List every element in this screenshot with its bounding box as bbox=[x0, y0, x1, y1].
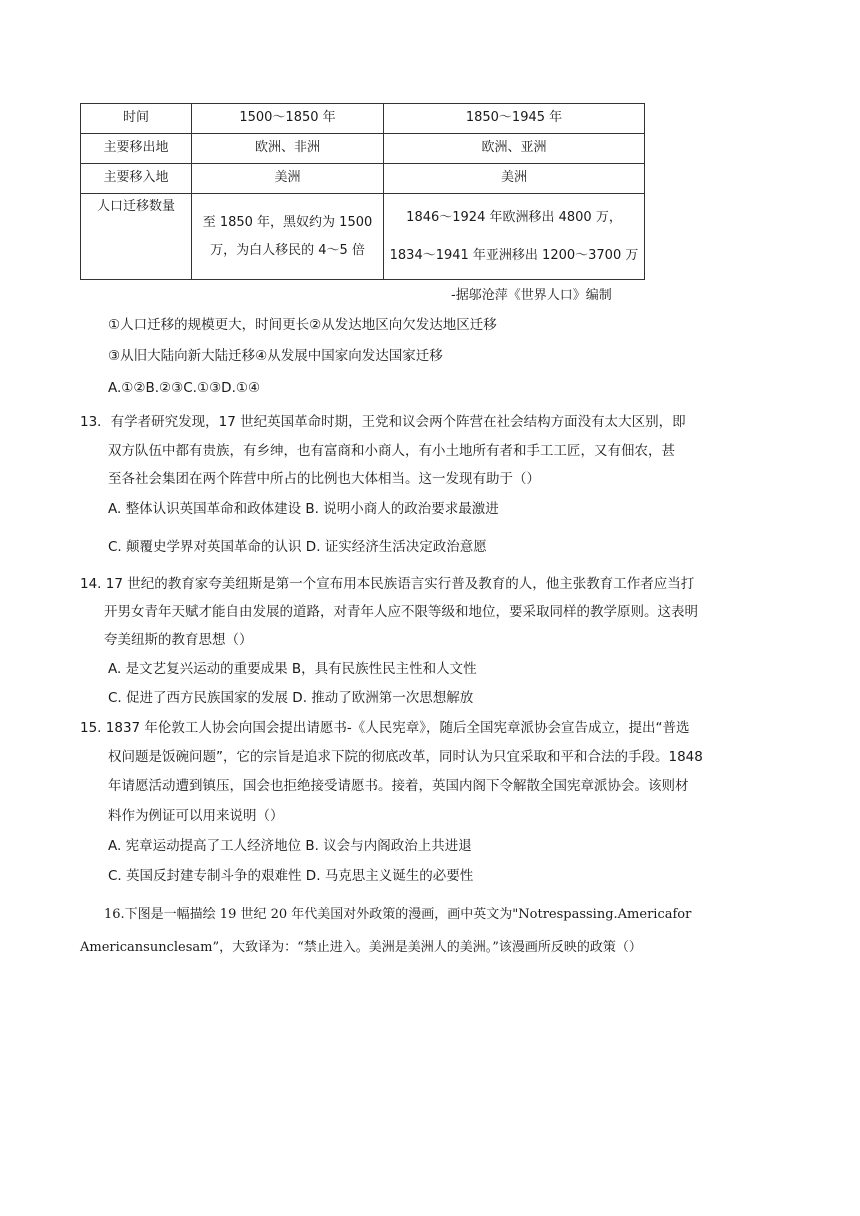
cell-line: 至 1850 年，黑奴约为 1500 bbox=[202, 215, 373, 231]
q12-choices: A.①②B.②③C.①③D.①④ bbox=[108, 380, 261, 396]
table-row bbox=[81, 194, 645, 280]
q16-stem-line: 16.下图是一幅描绘 19 世纪 20 年代美国对外政策的漫画，画中英文为"Notrespassing.Americafor bbox=[104, 907, 692, 922]
table-cell: 美洲 bbox=[384, 164, 645, 194]
table-cell: 主要移出地 bbox=[81, 134, 192, 164]
table-source: -据邬沧萍《世界人口》编制 bbox=[451, 288, 612, 303]
q13-stem-line: 双方队伍中都有贵族，有乡绅，也有富商和小商人，有小土地所有者和手工工匠，又有佃农，甚 bbox=[108, 443, 675, 459]
q15-choices: C. 英国反封建专制斗争的艰难性 D. 马克思主义诞生的必要性 bbox=[108, 868, 474, 884]
q13-choices: C. 颠覆史学界对英国革命的认识 D. 证实经济生活决定政治意愿 bbox=[108, 539, 487, 555]
q14-choices: C. 促进了西方民族国家的发展 D. 推动了欧洲第一次思想解放 bbox=[108, 690, 474, 706]
table-cell: 美洲 bbox=[192, 164, 384, 194]
table-cell bbox=[384, 194, 645, 280]
table-cell: 人口迁移数量 bbox=[81, 194, 192, 280]
cell-line: 1834～1941 年亚洲移出 1200～3700 万 bbox=[389, 247, 639, 263]
q13-stem-line: 至各社会集团在两个阵营中所占的比例也大体相当。这一发现有助于（） bbox=[108, 471, 540, 487]
q15-stem-line: 权问题是饭碗问题”，它的宗旨是追求下院的彻底改革，同时认为只宜采取和平和合法的手段。1848 bbox=[108, 749, 703, 765]
cell-line: 万，为白人移民的 4～5 倍 bbox=[210, 242, 365, 258]
q14-stem-line: 14. 17 世纪的教育家夸美纽斯是第一个宣布用本民族语言实行普及教育的人，他主张教育工作者应当打 bbox=[80, 576, 695, 592]
table-header-cell: 1500～1850 年 bbox=[192, 104, 384, 134]
q15-choices: A. 宪章运动提高了工人经济地位 B. 议会与内阁政治上共进退 bbox=[108, 838, 472, 854]
migration-table bbox=[80, 103, 645, 280]
table-cell: 欧洲、非洲 bbox=[192, 134, 384, 164]
table-row bbox=[81, 134, 645, 164]
q15-stem-line: 年请愿活动遭到镇压，国会也拒绝接受请愿书。接着，英国内阁下令解散全国宪章派协会。该则材 bbox=[108, 778, 689, 794]
q14-choices: A. 是文艺复兴运动的重要成果 B，具有民族性民主性和人文性 bbox=[108, 661, 477, 677]
table-header-cell: 1850～1945 年 bbox=[384, 104, 645, 134]
q12-options-line: ③从旧大陆向新大陆迁移④从发展中国家向发达国家迁移 bbox=[108, 348, 443, 364]
table-cell: 欧洲、亚洲 bbox=[384, 134, 645, 164]
q15-stem-line: 15. 1837 年伦敦工人协会向国会提出请愿书-《人民宪章》，随后全国宪章派协会宣告成立，提出“普选 bbox=[80, 720, 690, 736]
q13-choices: A. 整体认识英国革命和政体建设 B. 说明小商人的政治要求最激进 bbox=[108, 501, 499, 517]
table-header-row bbox=[81, 104, 645, 134]
table-cell bbox=[192, 194, 384, 280]
q15-stem-line: 料作为例证可以用来说明（） bbox=[108, 808, 284, 824]
q13-stem-line: 13．有学者研究发现，17 世纪英国革命时期，王党和议会两个阵营在社会结构方面没有太大区别，即 bbox=[80, 414, 686, 430]
table-header-cell: 时间 bbox=[81, 104, 192, 134]
table-cell: 主要移入地 bbox=[81, 164, 192, 194]
q12-options-line: ①人口迁移的规模更大，时间更长②从发达地区向欠发达地区迁移 bbox=[108, 317, 497, 333]
table-row bbox=[81, 164, 645, 194]
q14-stem-line: 开男女青年天赋才能自由发展的道路，对青年人应不限等级和地位，要采取同样的教学原则。这表明 bbox=[104, 604, 698, 620]
cell-line: 1846～1924 年欧洲移出 4800 万， bbox=[406, 209, 622, 225]
q16-stem-line: Americansunclesam”，大致译为：“禁止进入。美洲是美洲人的美洲。”该漫画所反映的政策（） bbox=[80, 940, 642, 955]
q14-stem-line: 夸美纽斯的教育思想（） bbox=[104, 632, 253, 648]
